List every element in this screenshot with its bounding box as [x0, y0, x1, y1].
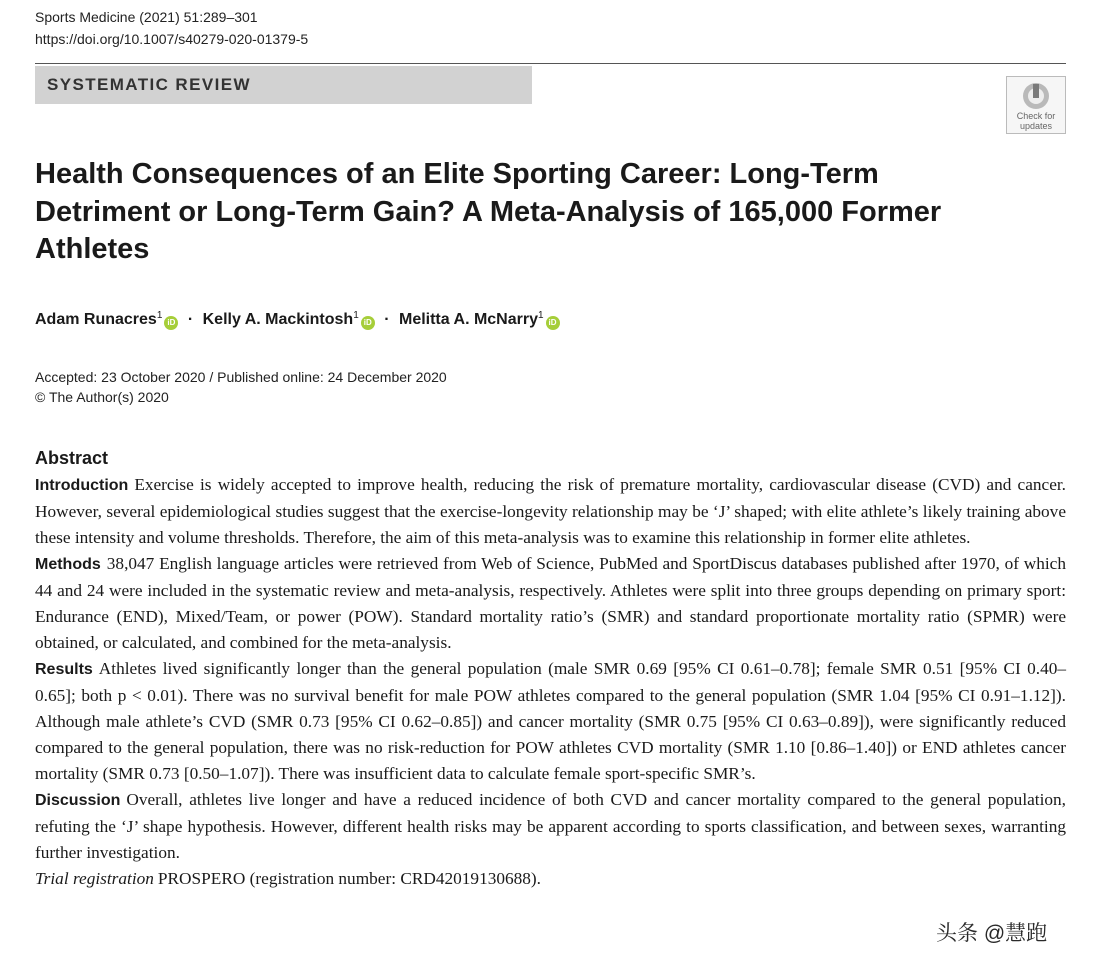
author-separator: · — [187, 311, 194, 328]
affiliation-marker: 1 — [353, 310, 359, 321]
orcid-icon[interactable]: iD — [164, 316, 178, 330]
orcid-icon[interactable]: iD — [546, 316, 560, 330]
abstract-heading: Abstract — [35, 448, 109, 468]
author-name[interactable]: Melitta A. McNarry — [398, 311, 538, 328]
discussion-label: Discussion — [35, 792, 121, 809]
journal-header — [35, 6, 308, 50]
watermark: 头条 @慧跑 — [936, 922, 1048, 945]
check-updates-icon — [1021, 81, 1051, 111]
affiliation-marker: 1 — [156, 310, 163, 321]
check-for-updates-button[interactable] — [1006, 76, 1066, 134]
methods-label: Methods — [35, 556, 101, 573]
introduction-text: Exercise is widely accepted to improve health, reducing the risk of premature mortality, cardiovascular disease (CVD) and cancer. However, several epidemiological studies suggest that the exercise-longevity relationship may be ‘J’ shaped; with elite athlete’s likely training above these intensity and volume thresholds. Therefore, the aim of this meta-analysis was to examine this relationship in former elite athletes. — [35, 475, 1066, 547]
publication-dates — [35, 367, 447, 407]
author-list — [35, 304, 560, 332]
trial-registration-text: PROSPERO (registration number: CRD42019130688). — [157, 869, 541, 888]
abstract-discussion — [35, 787, 1066, 866]
abstract-introduction — [35, 472, 1066, 551]
abstract-trial-registration — [35, 866, 1066, 892]
title-line: Athletes — [35, 233, 150, 265]
results-text: Athletes lived significantly longer than the general population (male SMR 0.69 [95% CI 0.61–0.78]; female SMR 0.51 [95% CI 0.40–0.65]; both p < 0.01). There was no survival benefit for male POW athletes compared to the general population (SMR 1.04 [95% CI 0.91–1.12]). Although male athlete’s CVD (SMR 0.73 [95% CI 0.62–0.85]) and cancer mortality (SMR 0.75 [95% CI 0.63–0.89]), were significantly reduced compared to the general population, there was no risk-reduction for POW athletes CVD mortality (SMR 1.10 [0.86–1.40]) or END athletes cancer mortality (SMR 0.73 [0.50–1.07]). There was insufficient data to calculate female sport-specific SMR’s. — [35, 659, 1066, 783]
doi-link[interactable]: https://doi.org/10.1007/s40279-020-01379-5 — [35, 31, 309, 47]
accepted-published-date: Accepted: 23 October 2020 / Published online: 24 December 2020 — [35, 369, 447, 385]
abstract-results — [35, 656, 1066, 787]
journal-citation: Sports Medicine (2021) 51:289–301 — [35, 9, 258, 25]
orcid-icon[interactable]: iD — [361, 316, 375, 330]
author-name[interactable]: Adam Runacres — [35, 311, 157, 328]
section-label: SYSTEMATIC REVIEW — [35, 66, 532, 104]
check-updates-line1: Check for — [1016, 111, 1056, 121]
paper-title — [35, 156, 995, 269]
introduction-label: Introduction — [35, 477, 129, 494]
trial-registration-label: Trial registration — [35, 869, 154, 888]
abstract-body — [35, 472, 1066, 892]
check-updates-line2: updates — [1019, 121, 1053, 131]
header-divider — [35, 63, 1066, 64]
results-label: Results — [35, 661, 93, 678]
title-line: Detriment or Long-Term Gain? A Meta-Analysis of 165,000 Former — [35, 195, 942, 228]
title-line: Health Consequences of an Elite Sporting Career: Long-Term — [35, 158, 879, 190]
copyright-notice: © The Author(s) 2020 — [35, 389, 169, 405]
abstract-methods — [35, 551, 1066, 656]
discussion-text: Overall, athletes live longer and have a reduced incidence of both CVD and cancer mortality compared to the general population, refuting the ‘J’ shape hypothesis. However, different health risks may be apparent according to sports classification, and between sexes, warranting further investigation. — [35, 790, 1066, 862]
author-separator: · — [384, 311, 390, 328]
affiliation-marker: 1 — [537, 310, 544, 321]
methods-text: 38,047 English language articles were retrieved from Web of Science, PubMed and SportDiscus databases published after 1970, of which 44 and 24 were included in the systematic review and meta-analysis, respectively. Athletes were split into three groups depending on primary sport: Endurance (END), Mixed/Team, or power (POW). Standard mortality ratio’s (SMR) and standard proportionate mortality ratio (SPMR) were obtained, or calculated, and combined for the meta-analysis. — [35, 554, 1066, 652]
author-name[interactable]: Kelly A. Mackintosh — [202, 311, 354, 328]
